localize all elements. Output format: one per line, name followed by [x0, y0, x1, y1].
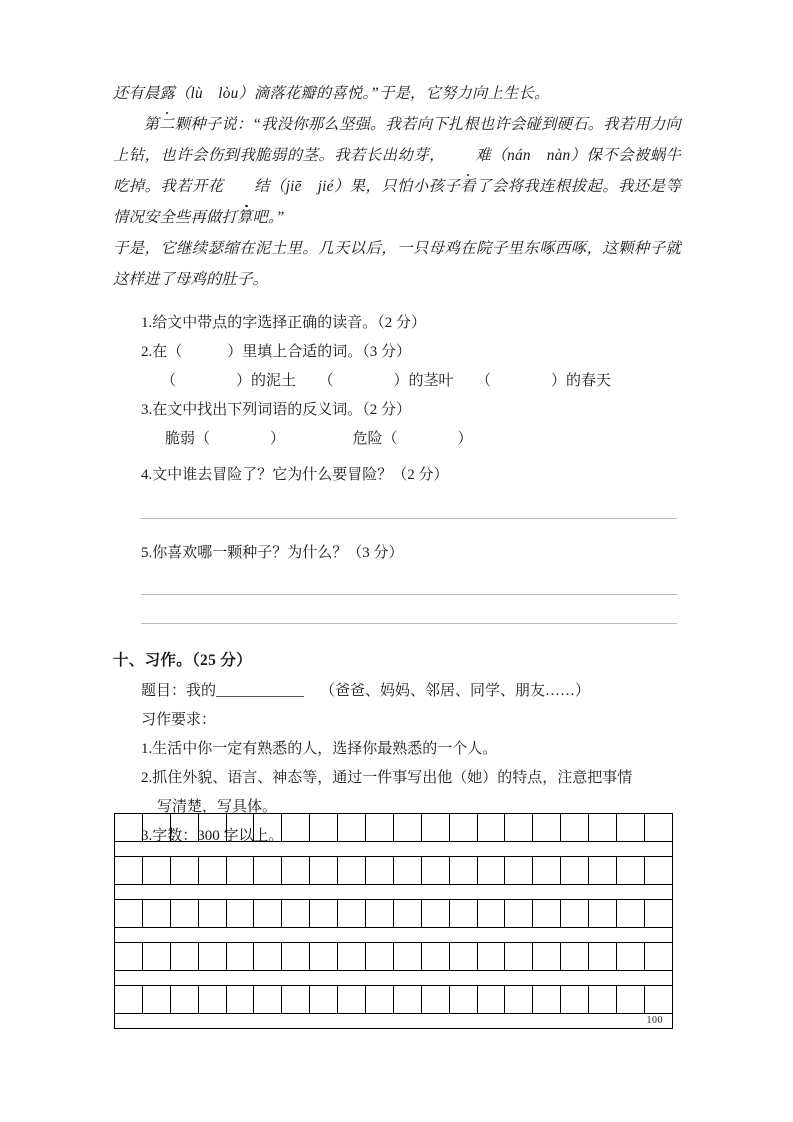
- writing-grid-cell[interactable]: [533, 900, 561, 928]
- writing-grid-cell[interactable]: [421, 814, 449, 842]
- writing-grid-cell[interactable]: [366, 943, 394, 971]
- writing-grid-cell[interactable]: [561, 943, 589, 971]
- writing-grid-cell[interactable]: [505, 943, 533, 971]
- composition-requirement-2-continuation: 写清楚，写具体。: [157, 799, 278, 815]
- writing-grid-cell[interactable]: [533, 814, 561, 842]
- writing-grid-cell[interactable]: [142, 943, 170, 971]
- writing-grid-cell[interactable]: [644, 943, 672, 971]
- question-5: 5.你喜欢哪一颗种子？为什么？（3 分）: [141, 545, 404, 561]
- writing-grid-cell[interactable]: [505, 986, 533, 1014]
- writing-grid-cell[interactable]: [310, 986, 338, 1014]
- writing-grid-row[interactable]: [115, 814, 673, 842]
- writing-grid-cell[interactable]: [226, 814, 254, 842]
- writing-grid-cell[interactable]: [393, 943, 421, 971]
- writing-grid-cell[interactable]: [589, 943, 617, 971]
- composition-requirement-3-text: 3.字数：300 字以上。: [141, 828, 284, 844]
- writing-grid-cell[interactable]: [644, 986, 672, 1014]
- writing-grid-cell[interactable]: [589, 857, 617, 885]
- writing-grid-cell[interactable]: [449, 986, 477, 1014]
- writing-grid-cell[interactable]: [561, 986, 589, 1014]
- composition-topic-suffix: （爸爸、妈妈、邻居、同学、朋友……）: [320, 683, 591, 699]
- writing-grid-gap-row: [115, 928, 673, 943]
- writing-grid-cell[interactable]: [310, 943, 338, 971]
- writing-grid-cell[interactable]: [282, 943, 310, 971]
- writing-grid-cell[interactable]: [644, 814, 672, 842]
- writing-grid-cell[interactable]: [226, 900, 254, 928]
- writing-grid-cell[interactable]: [589, 814, 617, 842]
- writing-grid-cell[interactable]: [282, 814, 310, 842]
- writing-grid-cell[interactable]: [198, 900, 226, 928]
- writing-grid-cell[interactable]: [170, 814, 198, 842]
- writing-grid-cell[interactable]: [338, 814, 366, 842]
- writing-grid-cell[interactable]: [421, 857, 449, 885]
- writing-grid-cell[interactable]: [533, 857, 561, 885]
- emphasis-dot-char: 难: [445, 140, 491, 171]
- writing-grid-cell[interactable]: [170, 857, 198, 885]
- writing-grid-row[interactable]: [115, 857, 673, 885]
- question-3: 3.在文中找出下列词语的反义词。（2 分）: [141, 402, 412, 418]
- question-1: 1.给文中带点的字选择正确的读音。（2 分）: [141, 315, 427, 331]
- writing-grid-cell[interactable]: [338, 986, 366, 1014]
- page-number: 100: [646, 1015, 663, 1026]
- writing-grid-cell[interactable]: [142, 986, 170, 1014]
- emphasis-dot-char: 结: [224, 171, 270, 202]
- writing-grid-gap-cell: [115, 928, 673, 943]
- writing-grid-gap-row: [115, 1014, 673, 1029]
- question-4-answer-rule: [141, 518, 677, 519]
- composition-heading: 十、习作。（25 分）: [113, 652, 252, 669]
- writing-grid-cell[interactable]: [282, 857, 310, 885]
- writing-grid-cell[interactable]: [449, 857, 477, 885]
- writing-grid-gap-row: [115, 885, 673, 900]
- writing-grid-cell[interactable]: [198, 943, 226, 971]
- composition-requirement-1: [113, 735, 681, 764]
- writing-grid-cell[interactable]: [115, 943, 143, 971]
- writing-grid-cell[interactable]: [254, 986, 282, 1014]
- passage-paragraph-2b: 于是，它继续瑟缩在泥土里。几天以后，一只母鸡在院子里东啄西啄，这颗种子就这样进了母鸡的肚子。: [113, 240, 681, 288]
- emphasis-dot-char: 露: [160, 78, 176, 109]
- writing-grid-cell[interactable]: [477, 900, 505, 928]
- writing-grid-cell[interactable]: [254, 900, 282, 928]
- writing-grid-cell[interactable]: [310, 814, 338, 842]
- writing-grid-cell[interactable]: [282, 986, 310, 1014]
- question-5-answer-space-1[interactable]: [113, 568, 681, 594]
- writing-grid-cell[interactable]: [198, 986, 226, 1014]
- page-number-cell: [115, 1014, 673, 1029]
- writing-grid-cell[interactable]: [254, 943, 282, 971]
- writing-grid-cell[interactable]: [393, 814, 421, 842]
- writing-grid-cell[interactable]: [254, 857, 282, 885]
- composition-requirements-heading: 习作要求：: [141, 712, 217, 728]
- writing-grid-cell[interactable]: [505, 900, 533, 928]
- writing-grid-cell[interactable]: [393, 986, 421, 1014]
- writing-grid-cell[interactable]: [505, 814, 533, 842]
- question-2-blanks[interactable]: （ ）的泥土 （ ）的茎叶 （ ）的春天: [161, 373, 612, 389]
- writing-grid-cell[interactable]: [617, 943, 645, 971]
- writing-grid-cell[interactable]: [338, 900, 366, 928]
- writing-grid-cell[interactable]: [198, 857, 226, 885]
- writing-grid-cell[interactable]: [366, 986, 394, 1014]
- writing-grid-gap-row: [115, 971, 673, 986]
- question-3-words[interactable]: 脆弱（ ） 危险（ ）: [165, 431, 473, 447]
- composition-requirement-1-text: 1.生活中你一定有熟悉的人，选择你最熟悉的一个人。: [141, 741, 498, 757]
- writing-grid-cell[interactable]: [254, 814, 282, 842]
- writing-grid-cell[interactable]: [226, 857, 254, 885]
- writing-grid-cell[interactable]: [142, 814, 170, 842]
- writing-grid-cell[interactable]: [310, 900, 338, 928]
- writing-grid-cell[interactable]: [449, 943, 477, 971]
- writing-grid-cell[interactable]: [170, 900, 198, 928]
- writing-grid-cell[interactable]: [533, 986, 561, 1014]
- composition-title-blank[interactable]: [216, 696, 304, 697]
- writing-grid-cell[interactable]: [644, 900, 672, 928]
- writing-grid-cell[interactable]: [561, 857, 589, 885]
- writing-grid-gap-row: [115, 842, 673, 857]
- question-4: 4.文中谁去冒险了？它为什么要冒险？（2 分）: [141, 467, 449, 483]
- writing-grid-cell[interactable]: [393, 900, 421, 928]
- composition-requirement-2-text: 2.抓住外貌、语言、神态等，通过一件事写出他（她）的特点，注意把事情: [141, 770, 633, 786]
- question-5-answer-rule-2: [141, 623, 677, 624]
- writing-grid-cell[interactable]: [393, 857, 421, 885]
- writing-grid-cell[interactable]: [617, 900, 645, 928]
- writing-grid-cell[interactable]: [617, 986, 645, 1014]
- writing-grid-cell[interactable]: [170, 943, 198, 971]
- passage-paragraph-2a: 第二颗种子说：“我没你那么坚强。我若向下扎根也许会碰到硬石。我若用力向上钻，也许会伤到我脆弱的茎。我若长出幼芽， 难（nán nàn）保不会被蜗牛吃掉。我若开花 结（jiē jié）果，只怕小孩子看了会将我连根拔起。我还是等情况安全些再做打算吧。”: [113, 116, 681, 226]
- question-2: 2.在（ ）里填上合适的词。（3 分）: [141, 344, 412, 360]
- writing-grid-wrapper: [114, 813, 673, 1029]
- question-4-answer-space[interactable]: [113, 490, 681, 518]
- writing-grid-gap-cell: [115, 885, 673, 900]
- writing-grid-cell[interactable]: [198, 814, 226, 842]
- writing-grid-cell[interactable]: [505, 857, 533, 885]
- writing-grid-cell[interactable]: [561, 814, 589, 842]
- writing-grid-cell[interactable]: [589, 986, 617, 1014]
- writing-grid-cell[interactable]: [142, 900, 170, 928]
- composition-topic-prefix: 题目：我的: [141, 683, 217, 699]
- writing-grid-row[interactable]: [115, 900, 673, 928]
- writing-grid-cell[interactable]: [644, 857, 672, 885]
- writing-grid-cell[interactable]: [561, 900, 589, 928]
- composition-topic-line: [113, 676, 681, 706]
- question-5-answer-space-2[interactable]: [113, 595, 681, 623]
- writing-grid-gap-cell: [115, 971, 673, 986]
- writing-grid-cell[interactable]: [617, 857, 645, 885]
- writing-grid-cell[interactable]: [170, 986, 198, 1014]
- content-column: [113, 78, 681, 851]
- writing-grid-cell[interactable]: [477, 986, 505, 1014]
- writing-grid-cell[interactable]: [142, 857, 170, 885]
- writing-grid-gap-cell: [115, 842, 673, 857]
- writing-grid-cell[interactable]: [282, 900, 310, 928]
- writing-grid[interactable]: [114, 813, 673, 1029]
- writing-grid-cell[interactable]: [115, 814, 143, 842]
- passage-line-1: 还有晨露（lù lòu）滴落花瓣的喜悦。”于是，它努力向上生长。: [113, 78, 681, 109]
- writing-grid-cell[interactable]: [477, 857, 505, 885]
- writing-grid-cell[interactable]: [477, 814, 505, 842]
- writing-grid-cell[interactable]: [449, 814, 477, 842]
- writing-grid-row[interactable]: [115, 943, 673, 971]
- writing-grid-cell[interactable]: [449, 900, 477, 928]
- writing-grid-cell[interactable]: [338, 943, 366, 971]
- writing-grid-cell[interactable]: [310, 857, 338, 885]
- writing-grid-row[interactable]: [115, 986, 673, 1014]
- writing-grid-cell[interactable]: [421, 986, 449, 1014]
- writing-grid-cell[interactable]: [589, 900, 617, 928]
- writing-grid-cell[interactable]: [421, 943, 449, 971]
- writing-grid-cell[interactable]: [617, 814, 645, 842]
- writing-grid-cell[interactable]: [338, 857, 366, 885]
- writing-grid-cell[interactable]: [366, 857, 394, 885]
- writing-grid-cell[interactable]: [477, 943, 505, 971]
- writing-grid-cell[interactable]: [115, 857, 143, 885]
- writing-grid-cell[interactable]: [366, 814, 394, 842]
- writing-grid-cell[interactable]: [366, 900, 394, 928]
- writing-grid-cell[interactable]: [533, 943, 561, 971]
- writing-grid-cell[interactable]: [421, 900, 449, 928]
- reading-passage: [113, 78, 681, 295]
- question-list: [113, 309, 681, 624]
- writing-grid-cell[interactable]: [115, 900, 143, 928]
- writing-grid-cell[interactable]: [226, 943, 254, 971]
- writing-grid-cell[interactable]: [226, 986, 254, 1014]
- writing-grid-cell[interactable]: [115, 986, 143, 1014]
